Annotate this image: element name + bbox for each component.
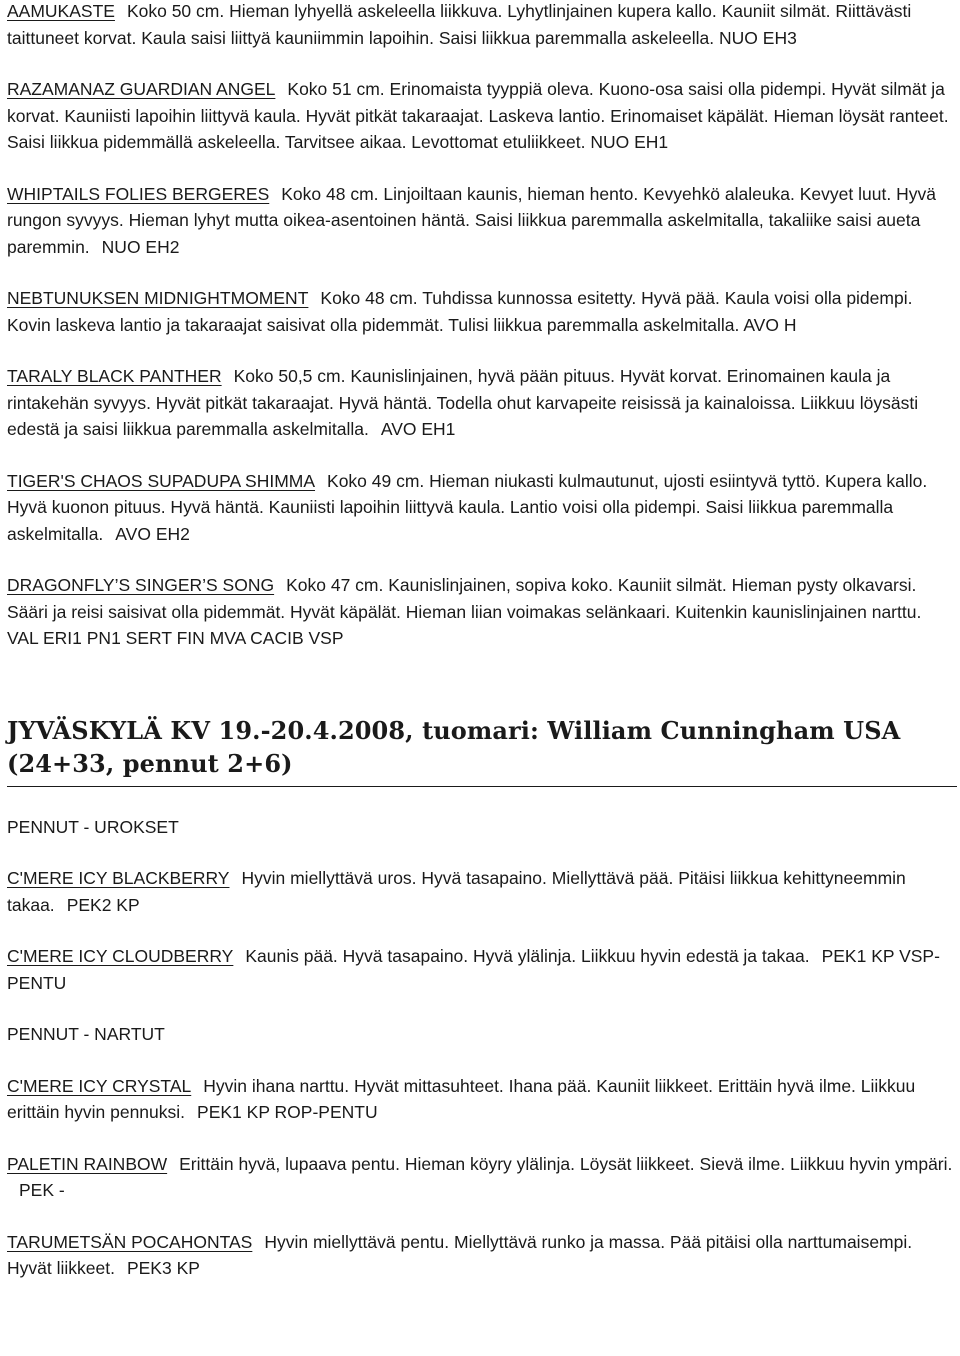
result-text: NUO EH2	[101, 236, 180, 257]
critique-text: Hyvin ihana narttu. Hyvät mittasuhteet. Ihana pää. Kauniit liikkeet. Erittäin hyvä ilme. Liikkuu erittäin hyvin pennuksi.	[7, 1075, 916, 1122]
critique-text: Koko 51 cm. Erinomaista tyyppiä oleva. Kuono-osa saisi olla pidempi. Hyvät silmät ja korvat. Kauniisti lapoihin liittyvä kaula. Hyvät pitkät takaraajat. Laskeva lantio. Erinomaiset käpälät. Hieman löysät ranteet. Saisi liikkua pidemmällä askeleella. Tarvitsee aikaa. Levottomat etuliikkeet.	[7, 79, 949, 152]
dog-name: TARUMETSÄN POCAHONTAS	[7, 1231, 253, 1252]
result-text: NUO EH1	[590, 132, 669, 152]
critique-text: Hyvin miellyttävä pentu. Miellyttävä runko ja massa. Pää pitäisi olla narttumaisempi. Hyvät liikkeet.	[7, 1231, 913, 1278]
show-heading-block	[7, 714, 953, 787]
result-text: AVO EH1	[380, 419, 456, 439]
dog-name: AAMUKASTE	[7, 1, 115, 21]
result-text: PEK1 KP ROP-PENTU	[197, 1102, 378, 1122]
critique-text: Koko 48 cm. Linjoiltaan kaunis, hieman hento. Kevyehkö alaleuka. Kevyet luut. Hyvä rungon syvyys. Hieman lyhyt mutta oikea-asentoinen häntä. Saisi liikkua paremmalla askelmitalla, takaliike saisi aueta paremmin.	[7, 183, 936, 257]
show-heading-line2: (24+33, pennut 2+6)	[7, 748, 293, 778]
result-text: VAL ERI1 PN1 SERT FIN MVA CACIB VSP	[7, 628, 344, 648]
result-text: AVO H	[743, 314, 797, 335]
dog-name: WHIPTAILS FOLIES BERGERES	[7, 183, 270, 204]
result-text: PEK1 KP VSP-PENTU	[7, 946, 940, 993]
dog-name: DRAGONFLY’S SINGER’S SONG	[7, 575, 275, 595]
critique-text: Hyvin miellyttävä uros. Hyvä tasapaino. Miellyttävä pää. Pitäisi liikkua kehittyneemmin takaa.	[7, 868, 906, 915]
critique-text: Erittäin hyvä, lupaava pentu. Hieman köyry ylälinja. Löysät liikkeet. Sievä ilme. Liikkuu hyvin ympäri.	[179, 1153, 953, 1174]
section-title: PENNUT - NARTUT	[7, 1024, 165, 1044]
dog-entry	[7, 181, 953, 261]
result-text: NUO EH3	[719, 27, 797, 48]
critique-text: Kaunis pää. Hyvä tasapaino. Hyvä ylälinja. Liikkuu hyvin edestä ja takaa.	[245, 946, 810, 966]
dog-entry	[7, 1151, 953, 1204]
dog-name: TARALY BLACK PANTHER	[7, 366, 222, 386]
dog-entry	[7, 572, 953, 652]
dog-entry	[7, 943, 953, 996]
dog-name: TIGER'S CHAOS SUPADUPA SHIMMA	[7, 470, 316, 491]
critique-text: Koko 48 cm. Tuhdissa kunnossa esitetty. Hyvä pää. Kaula voisi olla pidempi. Kovin laskeva lantio ja takaraajat saisivat olla pidemmät. Tulisi liikkua paremmalla askelmitalla.	[7, 288, 913, 335]
critique-text: Koko 47 cm. Kaunislinjainen, sopiva koko. Kauniit silmät. Hieman pysty olkavarsi. Sääri ja reisi saisivat olla pidemmät. Hyvät käpälät. Hieman liian voimakas selänkaari. Kuitenkin kaunislinjainen narttu.	[7, 575, 922, 622]
critique-text: Koko 50 cm. Hieman lyhyellä askeleella liikkuva. Lyhytlinjainen kupera kallo. Kauniit silmät. Riittävästi taittuneet korvat. Kaula saisi liittyä kauniimmin lapoihin. Saisi liikkua paremmalla askeleella.	[7, 1, 912, 48]
dog-entry	[7, 468, 953, 548]
dog-name: C'MERE ICY CLOUDBERRY	[7, 946, 234, 966]
dog-name: PALETIN RAINBOW	[7, 1153, 168, 1174]
critique-text: Koko 49 cm. Hieman niukasti kulmautunut, ujosti esiintyvä tyttö. Kupera kallo. Hyvä kuonon pituus. Hyvä häntä. Kauniisti lapoihin liittyvä kaula. Lantio voisi olla pidempi. Saisi liikkua paremmalla askelmitalla.	[7, 470, 928, 544]
dog-name: C'MERE ICY BLACKBERRY	[7, 868, 230, 888]
dog-name: C'MERE ICY CRYSTAL	[7, 1075, 192, 1096]
dog-entry	[7, 76, 953, 156]
result-text: PEK3 KP	[126, 1258, 200, 1278]
upper-entry-list	[7, 0, 953, 652]
dog-name: RAZAMANAZ GUARDIAN ANGEL	[7, 79, 276, 99]
dog-entry	[7, 285, 953, 338]
result-text: AVO EH2	[115, 523, 190, 544]
heading-divider	[7, 786, 957, 787]
dog-entry	[7, 363, 953, 443]
result-text: PEK2 KP	[66, 894, 140, 915]
dog-entry	[7, 1229, 953, 1282]
dog-entry	[7, 865, 953, 918]
dog-entry	[7, 0, 953, 51]
section-title: PENNUT - UROKSET	[7, 816, 179, 837]
dog-name: NEBTUNUKSEN MIDNIGHTMOMENT	[7, 288, 309, 308]
show-heading-line1: JYVÄSKYLÄ KV 19.-20.4.2008, tuomari: William Cunningham USA	[7, 715, 901, 745]
critique-text: Koko 50,5 cm. Kaunislinjainen, hyvä pään pituus. Hyvät korvat. Erinomainen kaula ja rintakehän syvyys. Hyvät pitkät takaraajat. Hyvä häntä. Todella ohut karvapeite reisissä ja kainaloissa. Liikkuu löysästi edestä ja saisi liikkua paremmalla askelmitalla.	[7, 366, 919, 439]
result-text: PEK -	[19, 1180, 65, 1200]
dog-entry	[7, 1073, 953, 1126]
document-page	[7, 0, 953, 1282]
